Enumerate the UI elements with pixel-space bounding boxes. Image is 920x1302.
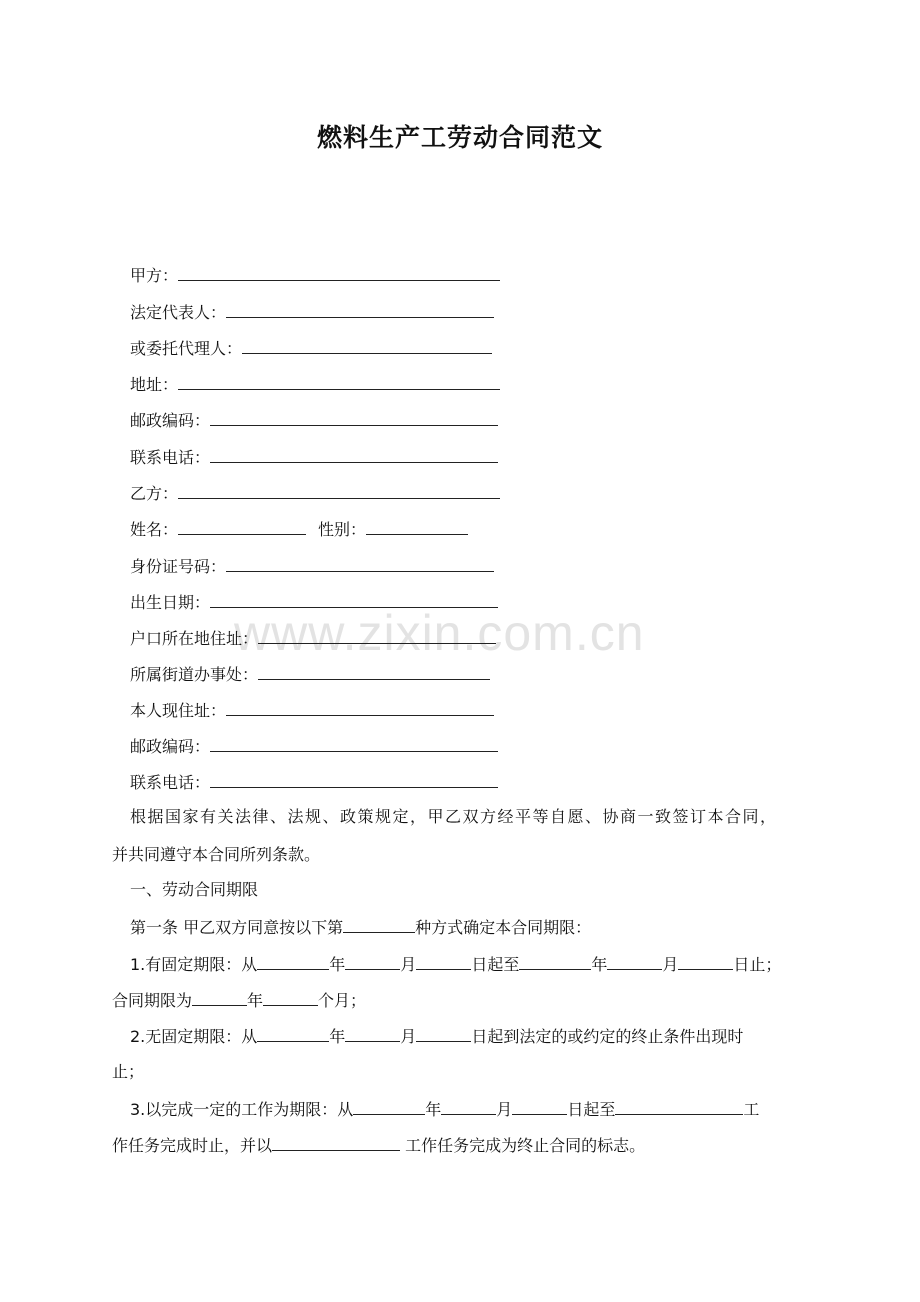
gender-blank[interactable] [366,518,468,535]
item-1-end-day-blank[interactable] [678,953,733,970]
item-1-end-month-blank[interactable] [607,953,662,970]
item-2-day-blank[interactable] [416,1025,471,1042]
item-3-prefix: 3.以完成一定的工作为期限：从 [130,1100,354,1119]
address-label: 地址： [130,375,179,394]
item-3-end-blank[interactable] [615,1098,743,1115]
day-from-label: 日起至 [471,955,520,974]
article-1-line [130,916,591,938]
party-a-line [130,264,500,286]
postcode-a-blank[interactable] [210,409,498,426]
article-1-prefix: 第一条 甲乙双方同意按以下第 [130,918,344,937]
item-2-line-2: 止； [112,1062,145,1081]
street-office-label: 所属街道办事处： [130,665,259,684]
legal-rep-label: 法定代表人： [130,303,227,322]
party-b-label: 乙方： [130,484,179,503]
postcode-a-label: 邮政编码： [130,411,211,430]
term-months-blank[interactable] [263,989,318,1006]
agent-line [130,337,492,359]
item-2-year-blank[interactable] [257,1025,329,1042]
document-title: 燃料生产工劳动合同范文 [316,123,603,152]
month-label: 月 [662,955,679,974]
year-label: 年 [591,955,608,974]
name-blank[interactable] [178,518,306,535]
year-label: 年 [329,1027,346,1046]
id-number-label: 身份证号码： [130,557,227,576]
phone-b-label: 联系电话： [130,773,211,792]
current-address-blank[interactable] [226,699,494,716]
legal-rep-line [130,301,494,323]
method-number-blank[interactable] [343,916,415,933]
agent-label: 或委托代理人： [130,339,243,358]
year-label: 年 [425,1100,442,1119]
month-label: 月 [400,1027,417,1046]
item-1-line-2 [112,989,366,1011]
party-a-label: 甲方： [130,266,179,285]
item-1-start-year-blank[interactable] [257,953,329,970]
hukou-blank[interactable] [258,627,496,644]
work-label: 工 [743,1100,760,1119]
item-2-suffix: 日起到法定的或约定的终止条件出现时 [471,1027,744,1046]
id-number-line [130,555,494,577]
year-label: 年 [329,955,346,974]
postcode-b-label: 邮政编码： [130,737,211,756]
agent-blank[interactable] [242,337,492,354]
street-office-line [130,663,490,685]
address-blank[interactable] [178,373,500,390]
postcode-b-blank[interactable] [210,735,498,752]
item-1-end-year-blank[interactable] [519,953,591,970]
article-1-suffix: 种方式确定本合同期限： [415,918,592,937]
phone-b-line [130,771,498,793]
day-until-label: 日止； [733,955,782,974]
party-b-line [130,482,500,504]
birth-date-label: 出生日期： [130,593,211,612]
hukou-line [130,627,496,649]
party-b-blank[interactable] [178,482,500,499]
month-label: 月 [400,955,417,974]
day-from-label: 日起至 [567,1100,616,1119]
phone-a-blank[interactable] [210,446,498,463]
item-3-line2-prefix: 作任务完成时止，并以 [112,1136,273,1155]
birth-date-line [130,591,498,613]
item-1-prefix: 1.有固定期限：从 [130,955,258,974]
item-1-line-1 [130,953,781,975]
current-address-label: 本人现住址： [130,701,227,720]
item-3-year-blank[interactable] [353,1098,425,1115]
id-number-blank[interactable] [226,555,494,572]
intro-line-1: 根据国家有关法律、法规、政策规定，甲乙双方经平等自愿、协商一致签订本合同， [130,807,778,826]
year-label: 年 [247,991,264,1010]
watermark: www.zixin.com.cn [234,605,645,661]
item-2-line-1 [130,1025,743,1047]
work-task-blank[interactable] [272,1134,400,1151]
item-3-day-blank[interactable] [512,1098,567,1115]
term-years-blank[interactable] [192,989,247,1006]
item-3-line-1 [130,1098,759,1120]
legal-rep-blank[interactable] [226,301,494,318]
section-1-heading: 一、劳动合同期限 [130,880,259,899]
item-2-month-blank[interactable] [345,1025,400,1042]
birth-date-blank[interactable] [210,591,498,608]
intro-line-2: 并共同遵守本合同所列条款。 [112,845,321,864]
item-3-line-2 [112,1134,645,1156]
months-label: 个月； [318,991,367,1010]
gender-label: 性别： [318,520,367,539]
item-2-prefix: 2.无固定期限：从 [130,1027,258,1046]
phone-b-blank[interactable] [210,771,498,788]
term-label: 合同期限为 [112,991,193,1010]
postcode-b-line [130,735,498,757]
hukou-label: 户口所在地住址： [130,629,259,648]
postcode-a-line [130,409,498,431]
item-1-start-month-blank[interactable] [345,953,400,970]
item-3-line2-suffix: 工作任务完成为终止合同的标志。 [400,1136,646,1155]
month-label: 月 [496,1100,513,1119]
item-3-month-blank[interactable] [441,1098,496,1115]
item-1-start-day-blank[interactable] [416,953,471,970]
current-address-line [130,699,494,721]
phone-a-line [130,446,498,468]
address-line [130,373,500,395]
party-a-blank[interactable] [178,264,500,281]
name-gender-line [130,518,468,540]
street-office-blank[interactable] [258,663,490,680]
name-label: 姓名： [130,520,179,539]
phone-a-label: 联系电话： [130,448,211,467]
